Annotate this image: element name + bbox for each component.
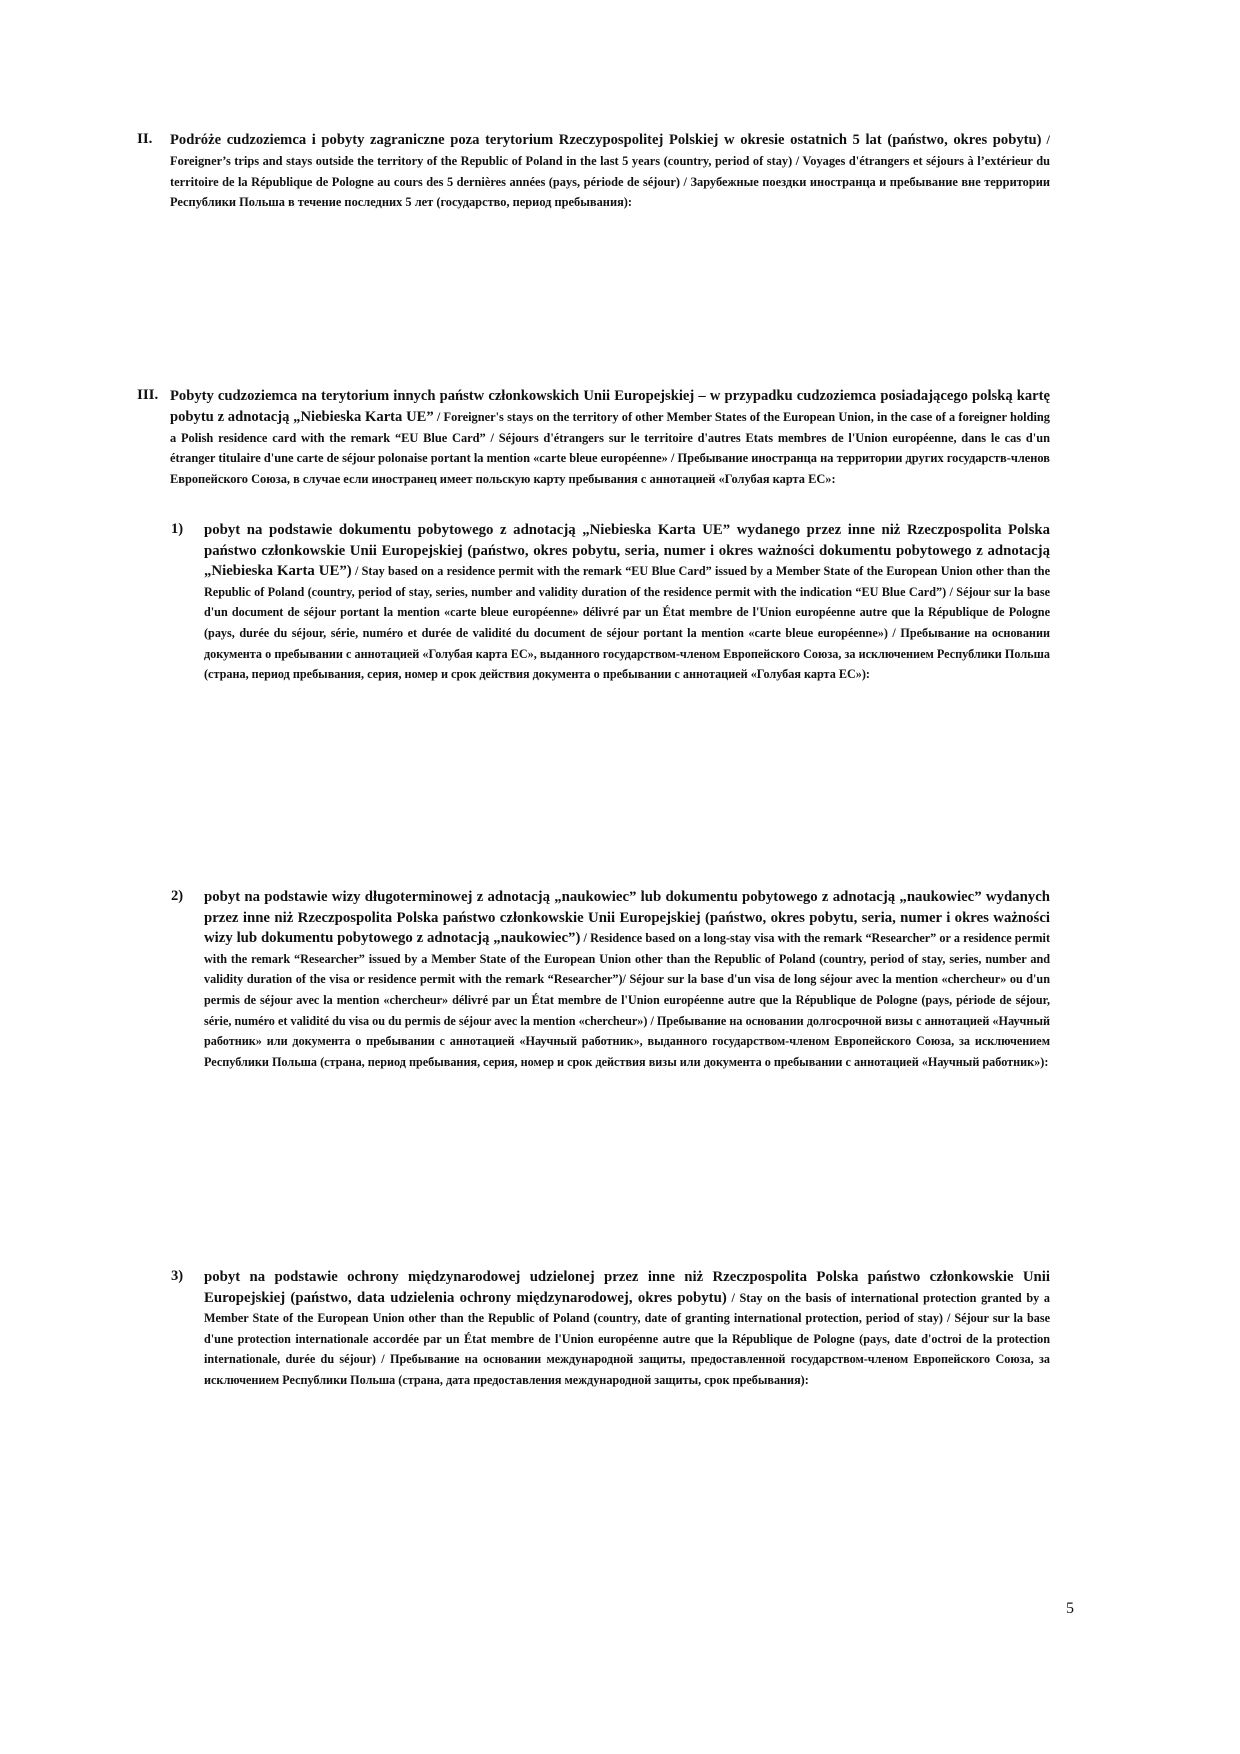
section-iii-numeral: III. — [137, 387, 159, 403]
item-2-title-polish: pobyt na podstawie wizy długoterminowej z adnotacją „naukowiec” lub dokumentu pobytowego z adnotacją „naukowiec” wydanych przez inne niż Rzeczpospolita Polska państwo członkowskie Unii Europejskiej (państwo, okres pobytu, seria, numer i okres ważności wizy lub dokumentu pobytowego z adnotacją „naukowiec”) — [204, 889, 1050, 947]
section-iii-heading — [170, 386, 1050, 490]
item-1-title-polish: pobyt na podstawie dokumentu pobytowego z adnotacją „Niebieska Karta UE” wydanego przez inne niż Rzeczpospolita Polska państwo członkowskie Unii Europejskiej (państwo, okres pobytu, seria, numer i okres ważności dokumentu pobytowego z adnotacją „Niebieska Karta UE”) — [204, 522, 1050, 580]
item-1-translations: / Stay based on a residence permit with the remark “EU Blue Card” issued by a Member State of the European Union other than the Republic of Poland (country, period of stay, series, number and validity duration of the residence permit with the indication “EU Blue Card”) / Séjour sur la base d'un document de séjour portant la mention «carte bleue européenne» délivré par un État membre de l'Union européenne autre que la République de Pologne (pays, durée du séjour, série, numéro et durée de validité du document de séjour portant la mention «carte bleue européenne») / Пребывание на основании документа о пребывании с аннотацией «Голубая карта ЕС», выданного государством-членом Европейского Союза, за исключением Республики Польша (страна, период пребывания, серия, номер и срок действия документа о пребывании с аннотацией «Голубая карта ЕС»): — [204, 564, 1050, 682]
item-2-text — [204, 887, 1050, 1072]
section-ii-translations: / Foreigner’s trips and stays outside the territory of the Republic of Poland in the last 5 years (country, period of stay) / Voyages d'étrangers et séjours à l’extérieur du territoire de la République de Pologne au cours des 5 dernières années (pays, période de séjour) / Зарубежные поездки иностранца и пребывание вне территории Республики Польша в течение последних 5 лет (государство, период пребывания): — [170, 133, 1050, 210]
section-iii-title-polish: Pobyty cudzoziemca na terytorium innych państw członkowskich Unii Europejskiej – w przypadku cudzoziemca posiadającego polską kartę pobytu z adnotacją „Niebieska Karta UE” — [170, 388, 1050, 425]
item-3-number: 3) — [171, 1268, 184, 1284]
item-2-translations: / Residence based on a long-stay visa with the remark “Researcher” or a residence permit with the remark “Researcher” issued by a Member State of the European Union other than the Republic of Poland (country, period of stay, series, number and validity duration of the visa or residence permit with the remark “Researcher”)/ Séjour sur la base d'un visa de long séjour avec la mention «chercheur» ou d'un permis de séjour avec la mention «chercheur» délivré par un État membre de l'Union européenne autre que la République de Pologne (pays, période de séjour, série, numéro et validité du visa ou du permis de séjour avec la mention «chercheur») / Пребывание на основании долгосрочной визы с аннотацией «Научный работник» или документа о пребывании с аннотацией «Научный работник», выданного государством-членом Европейского Союза, за исключением Республики Польша (страна, период пребывания, серия, номер и срок действия визы или документа о пребывании с аннотацией «Научный работник»): — [204, 931, 1050, 1069]
page-number: 5 — [1066, 1600, 1074, 1617]
section-ii-numeral: II. — [137, 131, 153, 147]
section-ii-heading — [170, 130, 1050, 213]
section-iii-translations: / Foreigner's stays on the territory of other Member States of the European Union, in the case of a foreigner holding a Polish residence card with the remark “EU Blue Card” / Séjours d'étrangers sur le territoire d'autres Etats membres de l'Union européenne, dans le cas d'un étranger titulaire d'une carte de séjour polonaise portant la mention «carte bleue européenne» / Пребывание иностранца на территории других государств-членов Европейского Союза, в случае если иностранец имеет польскую карту пребывания с аннотацией «Голубая карта ЕС»: — [170, 409, 1050, 487]
item-2-number: 2) — [171, 888, 184, 904]
item-3-translations: / Stay on the basis of international protection granted by a Member State of the European Union other than the Republic of Poland (country, date of granting international protection, period of stay) / Séjour sur la base d'une protection internationale accordée par un État membre de l'Union européenne autre que la République de Pologne (pays, date d'octroi de la protection internationale, durée du séjour) / Пребывание на основании международной защиты, предоставленной государством-членом Европейского Союза, за исключением Республики Польша (страна, дата предоставления международной защиты, срок пребывания): — [204, 1290, 1050, 1387]
item-1-text — [204, 520, 1050, 685]
item-1-number: 1) — [171, 521, 184, 537]
item-3-title-polish: pobyt na podstawie ochrony międzynarodowej udzielonej przez inne niż Rzeczpospolita Polska państwo członkowskie Unii Europejskiej (państwo, data udzielenia ochrony międzynarodowej, okres pobytu) — [204, 1269, 1050, 1306]
item-3-text — [204, 1267, 1050, 1391]
section-ii-title-polish: Podróże cudzoziemca i pobyty zagraniczne poza terytorium Rzeczypospolitej Polskiej w okresie ostatnich 5 lat (państwo, okres pobytu) — [170, 132, 1042, 148]
